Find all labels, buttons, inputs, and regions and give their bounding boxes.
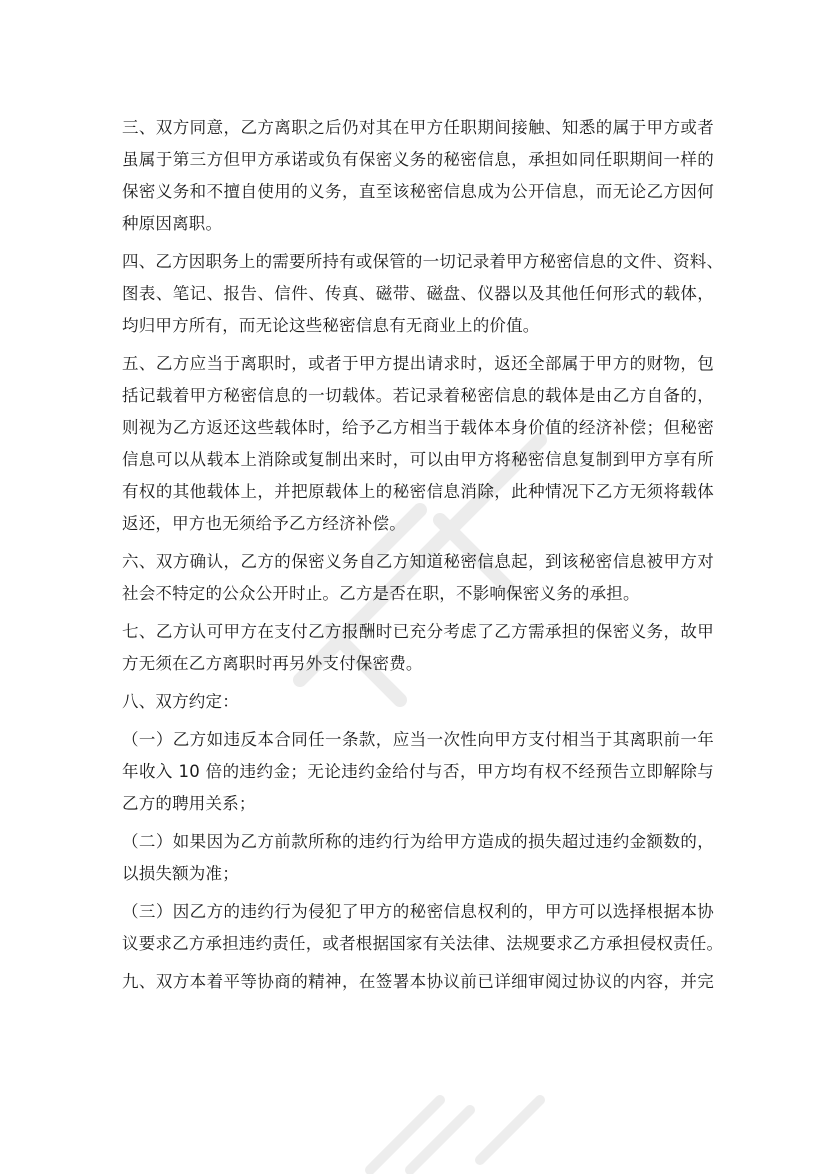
text-line: 社会不特定的公众公开时止。乙方是否在职，不影响保密义务的承担。 xyxy=(122,584,640,603)
paragraph-clause-7 xyxy=(122,616,714,680)
text-line: 三、双方同意，乙方离职之后仍对其在甲方任职期间接触、知悉的属于甲方或者 xyxy=(122,118,714,137)
text-line: （一）乙方如违反本合同任一条款，应当一次性向甲方支付相当于其离职前一年 xyxy=(122,730,714,749)
text-line: （三）因乙方的违约行为侵犯了甲方的秘密信息权利的，甲方可以选择根据本协 xyxy=(122,902,714,921)
paragraph-clause-6 xyxy=(122,546,714,610)
text-line: 均归甲方所有，而无论这些秘密信息有无商业上的价值。 xyxy=(122,316,540,335)
text-line: 以损失额为准； xyxy=(122,864,239,883)
paragraph-clause-8-2 xyxy=(122,826,714,890)
paragraph-clause-3 xyxy=(122,112,714,240)
paragraph-clause-9 xyxy=(122,966,714,998)
paragraph-clause-8-1 xyxy=(122,724,714,820)
text-line: 保密义务和不擅自使用的义务，直至该秘密信息成为公开信息，而无论乙方因何 xyxy=(122,182,714,201)
paragraph-clause-5 xyxy=(122,348,714,540)
text-line: 括记载着甲方秘密信息的一切载体。若记录着秘密信息的载体是由乙方自备的， xyxy=(122,386,714,405)
text-line: 乙方的聘用关系； xyxy=(122,794,256,813)
text-line: 六、双方确认，乙方的保密义务自乙方知道秘密信息起，到该秘密信息被甲方对 xyxy=(122,552,714,571)
text-line: 七、乙方认可甲方在支付乙方报酬时已充分考虑了乙方需承担的保密义务，故甲 xyxy=(122,622,714,641)
document-body xyxy=(122,112,724,1004)
text-line: 则视为乙方返还这些载体时，给予乙方相当于载体本身价值的经济补偿；但秘密 xyxy=(122,418,714,437)
text-line: 年收入 10 倍的违约金；无论违约金给付与否，甲方均有权不经预告立即解除与 xyxy=(122,762,714,781)
watermark-graphic-bottom xyxy=(350,1080,570,1174)
paragraph-clause-8-3 xyxy=(122,896,724,960)
text-line: 八、双方约定： xyxy=(122,692,239,711)
text-line: 有权的其他载体上，并把原载体上的秘密信息消除，此种情况下乙方无须将载体 xyxy=(122,482,714,501)
text-line: 四、乙方因职务上的需要所持有或保管的一切记录着甲方秘密信息的文件、资料、 xyxy=(122,252,724,271)
text-line: 信息可以从载本上消除或复制出来时，可以由甲方将秘密信息复制到甲方享有所 xyxy=(122,450,714,469)
text-line: 九、双方本着平等协商的精神，在签署本协议前已详细审阅过协议的内容，并完 xyxy=(122,972,714,991)
text-line: （二）如果因为乙方前款所称的违约行为给甲方造成的损失超过违约金额数的， xyxy=(122,832,714,851)
text-line: 种原因离职。 xyxy=(122,214,223,233)
paragraph-clause-8 xyxy=(122,686,714,718)
text-line: 议要求乙方承担违约责任，或者根据国家有关法律、法规要求乙方承担侵权责任。 xyxy=(122,934,724,953)
text-line: 方无须在乙方离职时再另外支付保密费。 xyxy=(122,654,423,673)
text-line: 虽属于第三方但甲方承诺或负有保密义务的秘密信息，承担如同任职期间一样的 xyxy=(122,150,714,169)
text-line: 返还，甲方也无须给予乙方经济补偿。 xyxy=(122,514,406,533)
text-line: 图表、笔记、报告、信件、传真、磁带、磁盘、仪器以及其他任何形式的载体， xyxy=(122,284,714,303)
text-line: 五、乙方应当于离职时，或者于甲方提出请求时，返还全部属于甲方的财物，包 xyxy=(122,354,714,373)
paragraph-clause-4 xyxy=(122,246,724,342)
